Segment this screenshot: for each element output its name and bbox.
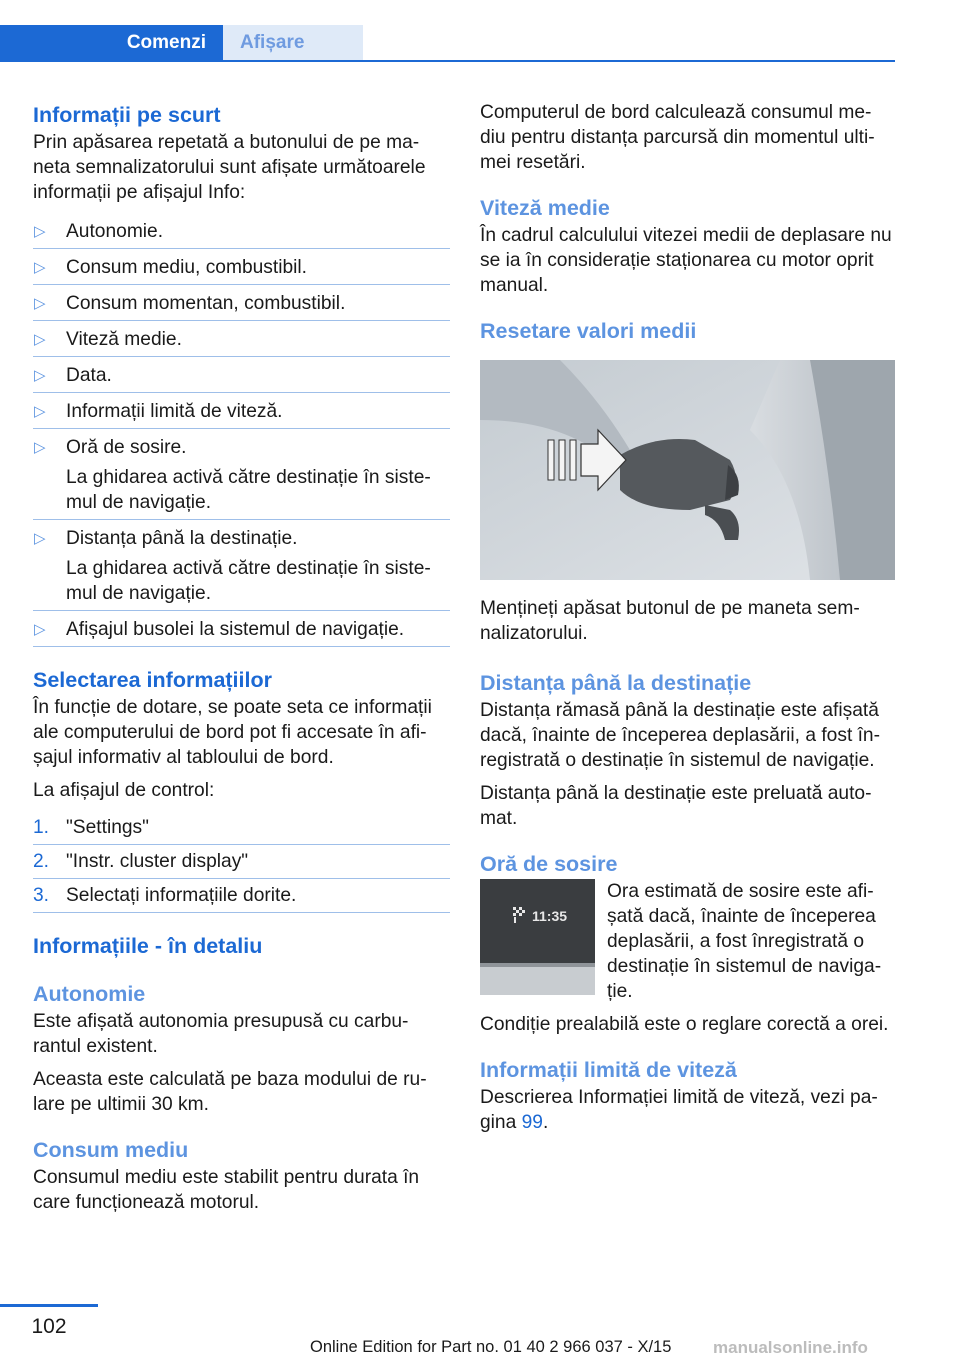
step-item: [33, 811, 450, 845]
list-item-text: Distanța până la destinație.: [66, 528, 298, 549]
heading-consum-mediu: Consum mediu: [33, 1138, 189, 1162]
limita-end: .: [542, 1112, 549, 1133]
triangle-bullet-icon: ▷: [34, 295, 46, 312]
arrival-clock-display: [480, 879, 595, 995]
list-item-text: Afișajul busolei la sistemul de navigație.: [66, 619, 405, 640]
autonomie-paragraph: Este afișată autonomia presupusă cu carbu-rantul existent.: [33, 1011, 409, 1057]
limita-text: Descrierea Informației limită de viteză, vezi pa-gina: [480, 1087, 878, 1133]
info-list: [33, 213, 450, 647]
triangle-bullet-icon: ▷: [34, 331, 46, 348]
list-item-text: Consum mediu, combustibil.: [66, 257, 308, 278]
ora-paragraph-2: Condiție prealabilă este o reglare corectă a orei.: [480, 1014, 889, 1035]
list-item: [33, 429, 450, 520]
triangle-bullet-icon: ▷: [34, 621, 46, 638]
right-column: [480, 100, 895, 1143]
heading-resetare: Resetare valori medii: [480, 319, 697, 343]
distanta-paragraph: Distanța rămasă până la destinație este afișată dacă, înainte de începerea deplasării, a fost în-registrată o destinație în sistemul de navigație.: [480, 700, 880, 771]
reset-paragraph: Mențineți apăsat butonul de pe maneta sem-nalizatorului.: [480, 598, 860, 644]
distanta-paragraph-2: Distanța până la destinație este preluată auto-mat.: [480, 783, 872, 829]
heading-viteza-medie: Viteză medie: [480, 196, 610, 220]
heading-selectarea-informatiilor: Selectarea informațiilor: [33, 668, 272, 692]
list-item: [33, 357, 450, 393]
triangle-bullet-icon: ▷: [34, 367, 46, 384]
step-item: [33, 879, 450, 913]
watermark: manualsonline.info: [713, 1338, 868, 1357]
ora-paragraph: Ora estimată de sosire este afi-șată dacă, înainte de începerea deplasării, a fost înregistrată o destinație în sistemul de naviga-ție.: [607, 881, 882, 1002]
list-item-text: Data.: [66, 365, 112, 386]
viteza-paragraph: În cadrul calculului vitezei medii de deplasare nu se ia în considerație staționarea cu motor oprit manual.: [480, 225, 892, 296]
list-item-text: Informații limită de viteză.: [66, 401, 283, 422]
list-item-text: Oră de sosire.: [66, 437, 187, 458]
tab-afisare[interactable]: Afișare: [223, 25, 363, 60]
turn-signal-stalk-illustration: [480, 360, 895, 580]
step-number: 3.: [33, 885, 50, 906]
step-text: Selectați informațiile dorite.: [66, 885, 297, 906]
steps-list: [33, 811, 450, 913]
edition-text: Online Edition for Part no. 01 40 2 966 037 - X/15: [310, 1338, 672, 1356]
computer-paragraph: Computerul de bord calculează consumul me-diu pentru distanța parcursă din momentul ulti-mei resetări.: [480, 102, 875, 173]
list-item: [33, 393, 450, 429]
list-item: [33, 285, 450, 321]
control-display-label: La afișajul de control:: [33, 780, 215, 801]
list-item-text: Autonomie.: [66, 221, 164, 242]
triangle-bullet-icon: ▷: [34, 439, 46, 456]
list-item-text: Viteză medie.: [66, 329, 182, 350]
list-item-text: Consum momentan, combustibil.: [66, 293, 346, 314]
chapter-tabs: [0, 25, 895, 62]
heading-autonomie: Autonomie: [33, 982, 146, 1006]
page-link-99[interactable]: 99: [521, 1112, 543, 1133]
step-number: 1.: [33, 817, 50, 838]
list-item: [33, 213, 450, 249]
step-number: 2.: [33, 851, 50, 872]
heading-distanta: Distanța până la destinație: [480, 671, 752, 695]
list-item-subtext: La ghidarea activă către destinație în siste-mul de navigație.: [66, 467, 431, 513]
step-text: "Settings": [66, 817, 149, 838]
triangle-bullet-icon: ▷: [34, 259, 46, 276]
consum-paragraph: Consumul mediu este stabilit pentru durata în care funcționează motorul.: [33, 1167, 420, 1213]
footer-rule: [0, 1304, 98, 1307]
list-item: [33, 249, 450, 285]
heading-informatiile-in-detaliu: Informațiile - în detaliu: [33, 934, 263, 958]
clock-readout: 11:35: [532, 908, 568, 924]
list-item: [33, 520, 450, 611]
arrival-time-block: [480, 879, 895, 1012]
heading-informatii-pe-scurt: Informații pe scurt: [33, 103, 221, 127]
triangle-bullet-icon: ▷: [34, 403, 46, 420]
list-item: [33, 611, 450, 647]
page-number: 102: [31, 1315, 67, 1338]
heading-limita-viteza: Informații limită de viteză: [480, 1058, 737, 1082]
intro-paragraph: Prin apăsarea repetată a butonului de pe ma-neta semnalizatorului sunt afișate următoarele informații pe afișajul Info:: [33, 132, 426, 203]
list-item-subtext: La ghidarea activă către destinație în siste-mul de navigație.: [66, 558, 431, 604]
tab-comenzi[interactable]: Comenzi: [0, 25, 223, 60]
selection-paragraph: În funcție de dotare, se poate seta ce informații ale computerului de bord pot fi accesate în afi-șajul informativ al tabloului de bord.: [33, 697, 432, 768]
limita-paragraph: [480, 1085, 895, 1135]
step-item: [33, 845, 450, 879]
header-rule: [0, 60, 895, 62]
autonomie-paragraph-2: Aceasta este calculată pe baza modului de ru-lare pe ultimii 30 km.: [33, 1069, 427, 1115]
list-item: [33, 321, 450, 357]
heading-ora-de-sosire: Oră de sosire: [480, 852, 618, 876]
triangle-bullet-icon: ▷: [34, 223, 46, 240]
left-column: [33, 100, 450, 1223]
triangle-bullet-icon: ▷: [34, 530, 46, 547]
step-text: "Instr. cluster display": [66, 851, 249, 872]
